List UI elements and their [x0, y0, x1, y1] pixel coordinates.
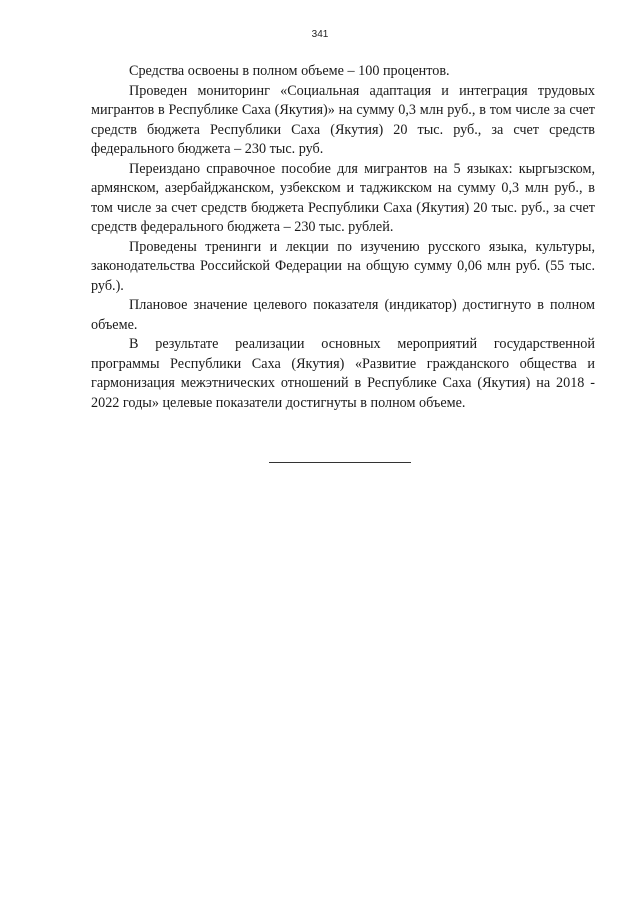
document-body [91, 62, 595, 413]
paragraph-reference-guide: Переиздано справочное пособие для мигрантов на 5 языках: кыргызском, армянском, азербайджанском, узбекском и таджикском на сумму 0,3 млн руб., в том числе за счет средств бюджета Республики Саха (Якутия) 20 тыс. руб., за счет средств федерального бюджета – 230 тыс. рублей. [91, 160, 595, 235]
paragraph-funds-spent: Средства освоены в полном объеме – 100 процентов. [129, 63, 450, 79]
paragraph-target-indicator: Плановое значение целевого показателя (индикатор) достигнуто в полном объеме. [91, 297, 595, 333]
paragraph-program-result: В результате реализации основных мероприятий государственной программы Республики Саха (Якутия) «Развитие гражданского общества и гармонизация межэтнических отношений в Республике Саха (Якутия) на 2018 - 2022 годы» целевые показатели достигнуты в полном объеме. [91, 336, 595, 411]
page-number: 341 [311, 29, 329, 40]
end-separator-line [269, 462, 411, 463]
paragraph-monitoring: Проведен мониторинг «Социальная адаптация и интеграция трудовых мигрантов в Республике Саха (Якутия)» на сумму 0,3 млн руб., в том числе за счет средств бюджета Республики Саха (Якутия) 20 тыс. руб., за счет средств федерального бюджета – 230 тыс. руб. [91, 82, 595, 157]
paragraph-trainings: Проведены тренинги и лекции по изучению русского языка, культуры, законодательства Российской Федерации на общую сумму 0,06 млн руб. (55 тыс. руб.). [91, 238, 595, 294]
